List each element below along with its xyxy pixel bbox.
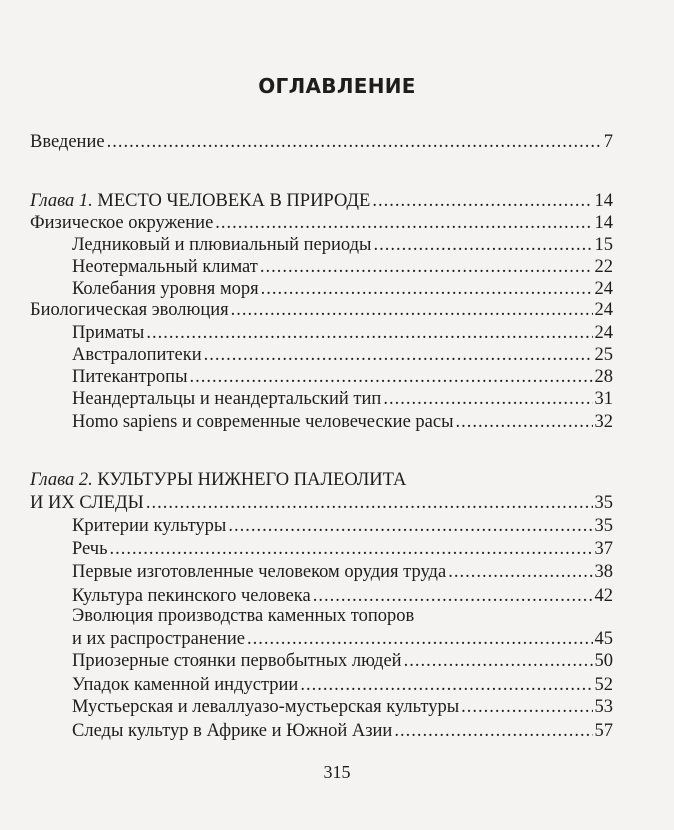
- dot-leader: [404, 649, 593, 673]
- toc-entry: [72, 695, 613, 719]
- toc-entry: [72, 387, 613, 411]
- dot-leader: [204, 343, 593, 367]
- entry-page: 15: [594, 235, 613, 255]
- entry-label: Неандертальцы и неандертальский тип: [72, 389, 382, 409]
- entry-page: 50: [594, 651, 613, 671]
- toc-entry: [72, 627, 613, 651]
- entry-label: Австралопитеки: [72, 345, 202, 365]
- chapter-title-line2: И ИХ СЛЕДЫ: [30, 493, 144, 513]
- toc-entry: [72, 321, 613, 345]
- entry-page: 38: [594, 562, 613, 582]
- entry-page: 24: [594, 279, 613, 299]
- chapter-1-heading: [30, 189, 613, 213]
- dot-leader: [372, 189, 592, 213]
- entry-label: Эволюция производства каменных топоров: [72, 606, 415, 626]
- entry-label: Неотермальный климат: [72, 257, 258, 277]
- entry-label: Первые изготовленные человеком орудия труда: [72, 562, 447, 582]
- dot-leader: [107, 130, 602, 154]
- dot-leader: [383, 387, 592, 411]
- entry-page: 35: [594, 493, 613, 513]
- entry-page: 45: [594, 629, 613, 649]
- dot-leader: [190, 365, 593, 389]
- chapter-2-heading: [30, 468, 406, 492]
- dot-leader: [456, 410, 593, 434]
- dot-leader: [247, 627, 593, 651]
- entry-label: Следы культур в Африке и Южной Азии: [72, 721, 393, 741]
- entry-page: 31: [594, 389, 613, 409]
- chapter-prefix: Глава 2.: [30, 470, 93, 490]
- entry-page: 35: [594, 516, 613, 536]
- toc-entry: [72, 233, 613, 257]
- entry-label: и их распространение: [72, 629, 245, 649]
- toc-entry: [72, 719, 613, 743]
- entry-page: 14: [594, 213, 613, 233]
- entry-label: Упадок каменной индустрии: [72, 675, 299, 695]
- dot-leader: [300, 673, 592, 697]
- entry-label: Homo sapiens и современные человеческие расы: [72, 412, 454, 432]
- chapter-title: КУЛЬТУРЫ НИЖНЕГО ПАЛЕОЛИТА: [97, 470, 407, 490]
- entry-label: Приматы: [72, 323, 145, 343]
- toc-entry: [72, 514, 613, 538]
- dot-leader: [461, 695, 592, 719]
- entry-page: 57: [594, 721, 613, 741]
- entry-label: Биологическая эволюция: [30, 300, 229, 320]
- toc-entry: [30, 211, 613, 235]
- dot-leader: [260, 255, 593, 279]
- page-number: 315: [323, 762, 351, 782]
- entry-page: 37: [594, 539, 613, 559]
- entry-page: 24: [594, 323, 613, 343]
- entry-page: 53: [594, 697, 613, 717]
- toc-entry: [72, 343, 613, 367]
- entry-page: 24: [594, 300, 613, 320]
- toc-entry: [72, 560, 613, 584]
- entry-page: 28: [594, 367, 613, 387]
- entry-label: Мустьерская и леваллуазо-мустьерская культуры: [72, 697, 460, 717]
- toc-entry: [72, 673, 613, 697]
- chapter-prefix: Глава 1.: [30, 191, 93, 211]
- dot-leader: [110, 537, 593, 561]
- entry-page: 42: [594, 586, 613, 606]
- entry-page: 7: [603, 132, 613, 152]
- toc-entry: [72, 410, 613, 434]
- entry-label: Критерии культуры: [72, 516, 227, 536]
- dot-leader: [448, 560, 592, 584]
- entry-label: Питекантропы: [72, 367, 188, 387]
- toc-title: ОГЛАВЛЕНИЕ: [258, 74, 416, 98]
- toc-entry: [72, 255, 613, 279]
- entry-page: 14: [594, 191, 613, 211]
- toc-entry: [72, 365, 613, 389]
- entry-page: 52: [594, 675, 613, 695]
- entry-page: 32: [594, 412, 613, 432]
- chapter-2-heading-line2: [30, 491, 613, 515]
- entry-label: Введение: [30, 132, 105, 152]
- dot-leader: [215, 211, 592, 235]
- toc-entry: [30, 298, 613, 322]
- entry-label: Речь: [72, 539, 108, 559]
- dot-leader: [231, 298, 593, 322]
- entry-label: Культура пекинского человека: [72, 586, 311, 606]
- dot-leader: [373, 233, 592, 257]
- entry-label: Физическое окружение: [30, 213, 214, 233]
- entry-label: Ледниковый и плювиальный периоды: [72, 235, 372, 255]
- toc-entry-intro: [30, 130, 613, 154]
- dot-leader: [228, 514, 592, 538]
- entry-page: 22: [594, 257, 613, 277]
- toc-entry: [72, 649, 613, 673]
- entry-label: Колебания уровня моря: [72, 279, 259, 299]
- dot-leader: [146, 491, 593, 515]
- chapter-title: МЕСТО ЧЕЛОВЕКА В ПРИРОДЕ: [97, 191, 371, 211]
- toc-entry: [72, 537, 613, 561]
- entry-page: 25: [594, 345, 613, 365]
- dot-leader: [394, 719, 592, 743]
- entry-label: Приозерные стоянки первобытных людей: [72, 651, 402, 671]
- dot-leader: [146, 321, 592, 345]
